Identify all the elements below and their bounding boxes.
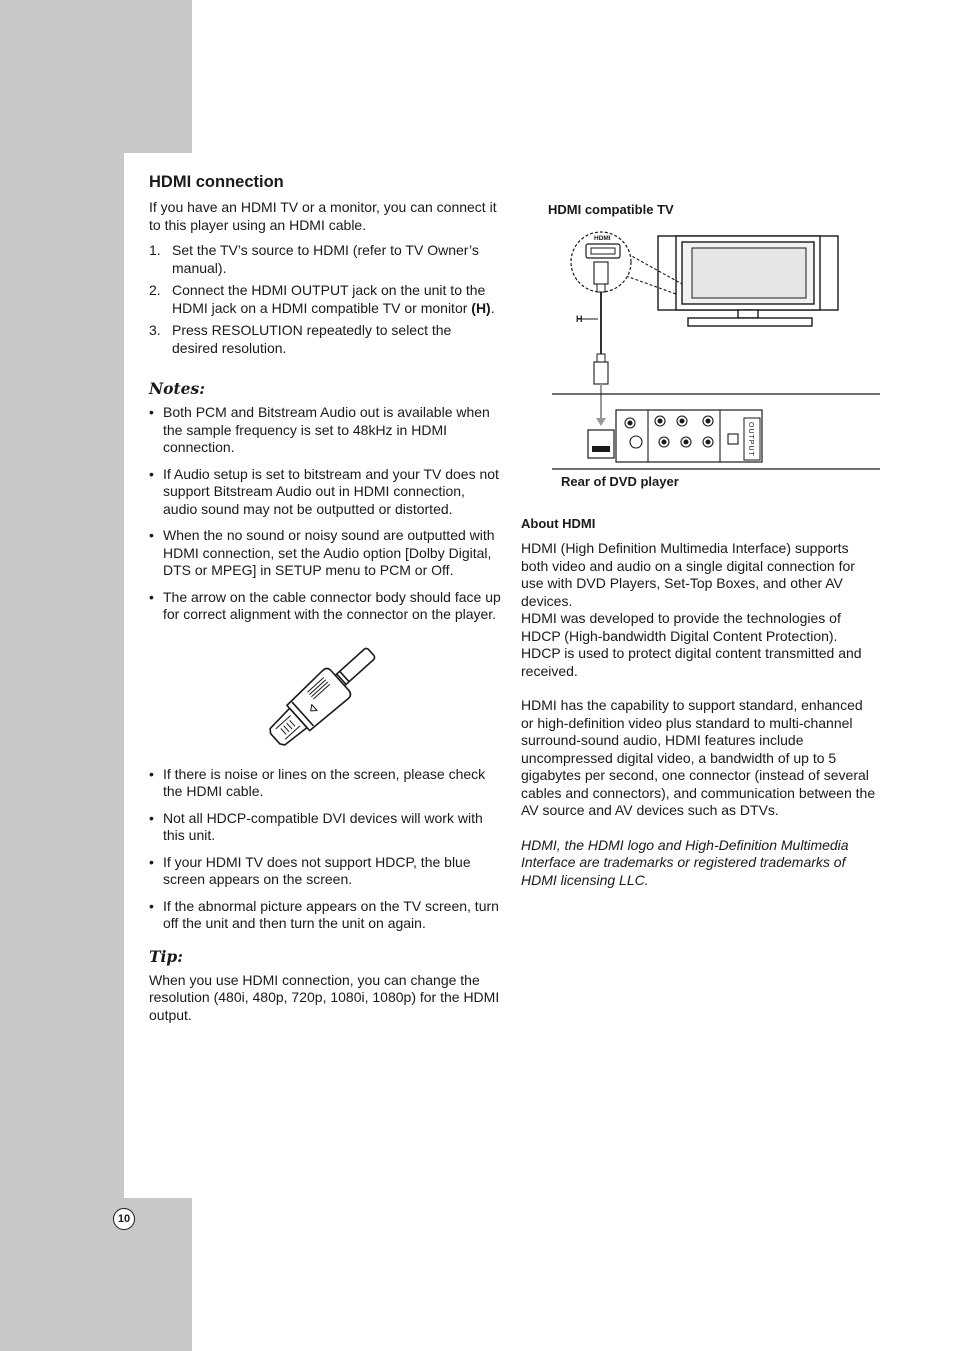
hdmi-output-jack-icon <box>588 430 614 458</box>
cable-collar-icon <box>597 284 605 292</box>
tv-hdmi-slot-icon <box>591 248 615 254</box>
notes-list-2 <box>149 766 501 933</box>
trademark-notice: HDMI, the HDMI logo and High-Definition Multimedia Interface are trademarks or registered trademarks of HDMI licensing LLC. <box>521 836 849 888</box>
note-text: If Audio setup is set to bitstream and your TV does not support Bitstream Audio out in HDMI connection, audio sound may not be outputted or distorted. <box>163 465 499 517</box>
about-paragraph-1: HDMI (High Definition Multimedia Interface) supports both video and audio on a single digital connection for use with DVD Players, Set-Top Boxes, and other AV devices. <box>521 540 855 609</box>
note-text: The arrow on the cable connector body should face up for correct alignment with the connector on the player. <box>163 588 501 622</box>
bullet-icon: • <box>149 404 154 420</box>
bullet-icon: • <box>149 809 154 826</box>
step-text-end: . <box>490 299 495 316</box>
note-text: If your HDMI TV does not support HDCP, the blue screen appears on the screen. <box>163 853 471 887</box>
step-item <box>149 282 501 317</box>
output-label: OUTPUT <box>747 422 754 457</box>
margin-band-bottom <box>0 1198 192 1351</box>
left-column <box>149 173 501 1024</box>
right-column <box>521 516 876 889</box>
step-item <box>149 322 501 357</box>
notes-title: Notes: <box>149 379 205 398</box>
connection-diagram <box>548 224 882 472</box>
step-number: 3. <box>149 322 161 338</box>
note-item <box>149 810 501 845</box>
note-text: Both PCM and Bitstream Audio out is available when the sample frequency is set to 48kHz in HDMI connection. <box>163 404 490 455</box>
tv-label: HDMI compatible TV <box>548 202 674 217</box>
cable-plug-bottom-icon <box>594 362 608 384</box>
step-text: Set the TV’s source to HDMI (refer to TV Owner’s manual). <box>172 242 479 276</box>
cable-label: H <box>576 314 583 324</box>
note-item <box>149 404 501 457</box>
bullet-icon: • <box>149 588 154 605</box>
bullet-icon: • <box>149 527 154 543</box>
note-text: When the no sound or noisy sound are outputted with HDMI connection, set the Audio option [Dolby Digital, DTS or MPEG] in SETUP menu to PCM or Off. <box>163 527 495 578</box>
note-text: If the abnormal picture appears on the TV screen, turn off the unit and then turn the unit on again. <box>163 897 499 931</box>
cable-collar-icon <box>597 354 605 362</box>
tv-icon <box>658 236 838 326</box>
intro-paragraph: If you have an HDMI TV or a monitor, you can connect it to this player using an HDMI cable. <box>149 199 497 233</box>
bullet-icon: • <box>149 465 154 482</box>
paragraph-gap <box>521 680 876 697</box>
hdmi-output-slot-icon <box>592 446 610 452</box>
note-text: Not all HDCP-compatible DVI devices will work with this unit. <box>163 809 483 843</box>
rear-label: Rear of DVD player <box>561 474 679 489</box>
note-text: If there is noise or lines on the screen, please check the HDMI cable. <box>163 765 486 799</box>
about-paragraph-3: HDMI has the capability to support standard, enhanced or high-definition video plus standard to multi-channel surround-sound audio, HDMI features include uncompressed digital video, a bandwidth of up to 5 gigabytes per second, one connector (instead of several cables and connectors), and communication between the AV source and AV devices such as DTVs. <box>521 697 876 818</box>
bullet-icon: • <box>149 853 154 870</box>
about-paragraph-2: HDMI was developed to provide the technologies of HDCP (High-bandwidth Digital Content Protection). HDCP is used to protect digital content transmitted and received. <box>521 610 862 679</box>
margin-band-top <box>0 0 192 153</box>
step-text: Connect the HDMI OUTPUT jack on the unit to the HDMI jack on a HDMI compatible TV or monitor <box>172 282 486 316</box>
page-number: 10 <box>113 1208 135 1230</box>
note-item <box>149 589 501 624</box>
note-item <box>149 466 501 519</box>
note-item <box>149 527 501 580</box>
bullet-icon: • <box>149 765 154 782</box>
hdmi-plug-illustration <box>149 634 501 766</box>
zoom-label: HDMI <box>594 235 611 242</box>
step-item <box>149 242 501 277</box>
note-item <box>149 766 501 801</box>
cable-plug-top-icon <box>594 262 608 284</box>
step-number: 2. <box>149 282 161 298</box>
tip-paragraph: When you use HDMI connection, you can change the resolution (480i, 480p, 720p, 1080i, 1080p) for the HDMI output. <box>149 971 500 1023</box>
margin-band-left <box>0 153 124 1198</box>
step-text: Press RESOLUTION repeatedly to select the desired resolution. <box>172 322 452 356</box>
note-item <box>149 854 501 889</box>
tip-title: Tip: <box>149 946 183 966</box>
about-heading: About HDMI <box>521 516 596 531</box>
steps-list <box>149 242 501 357</box>
arrow-head-icon <box>596 418 606 426</box>
note-item <box>149 898 501 933</box>
bullet-icon: • <box>149 897 154 914</box>
step-number: 1. <box>149 242 161 258</box>
notes-list <box>149 404 501 624</box>
step-bold-ref: (H) <box>471 299 491 316</box>
section-heading: HDMI connection <box>149 173 284 191</box>
hdmi-plug-icon <box>257 634 387 762</box>
paragraph-gap <box>521 820 876 837</box>
